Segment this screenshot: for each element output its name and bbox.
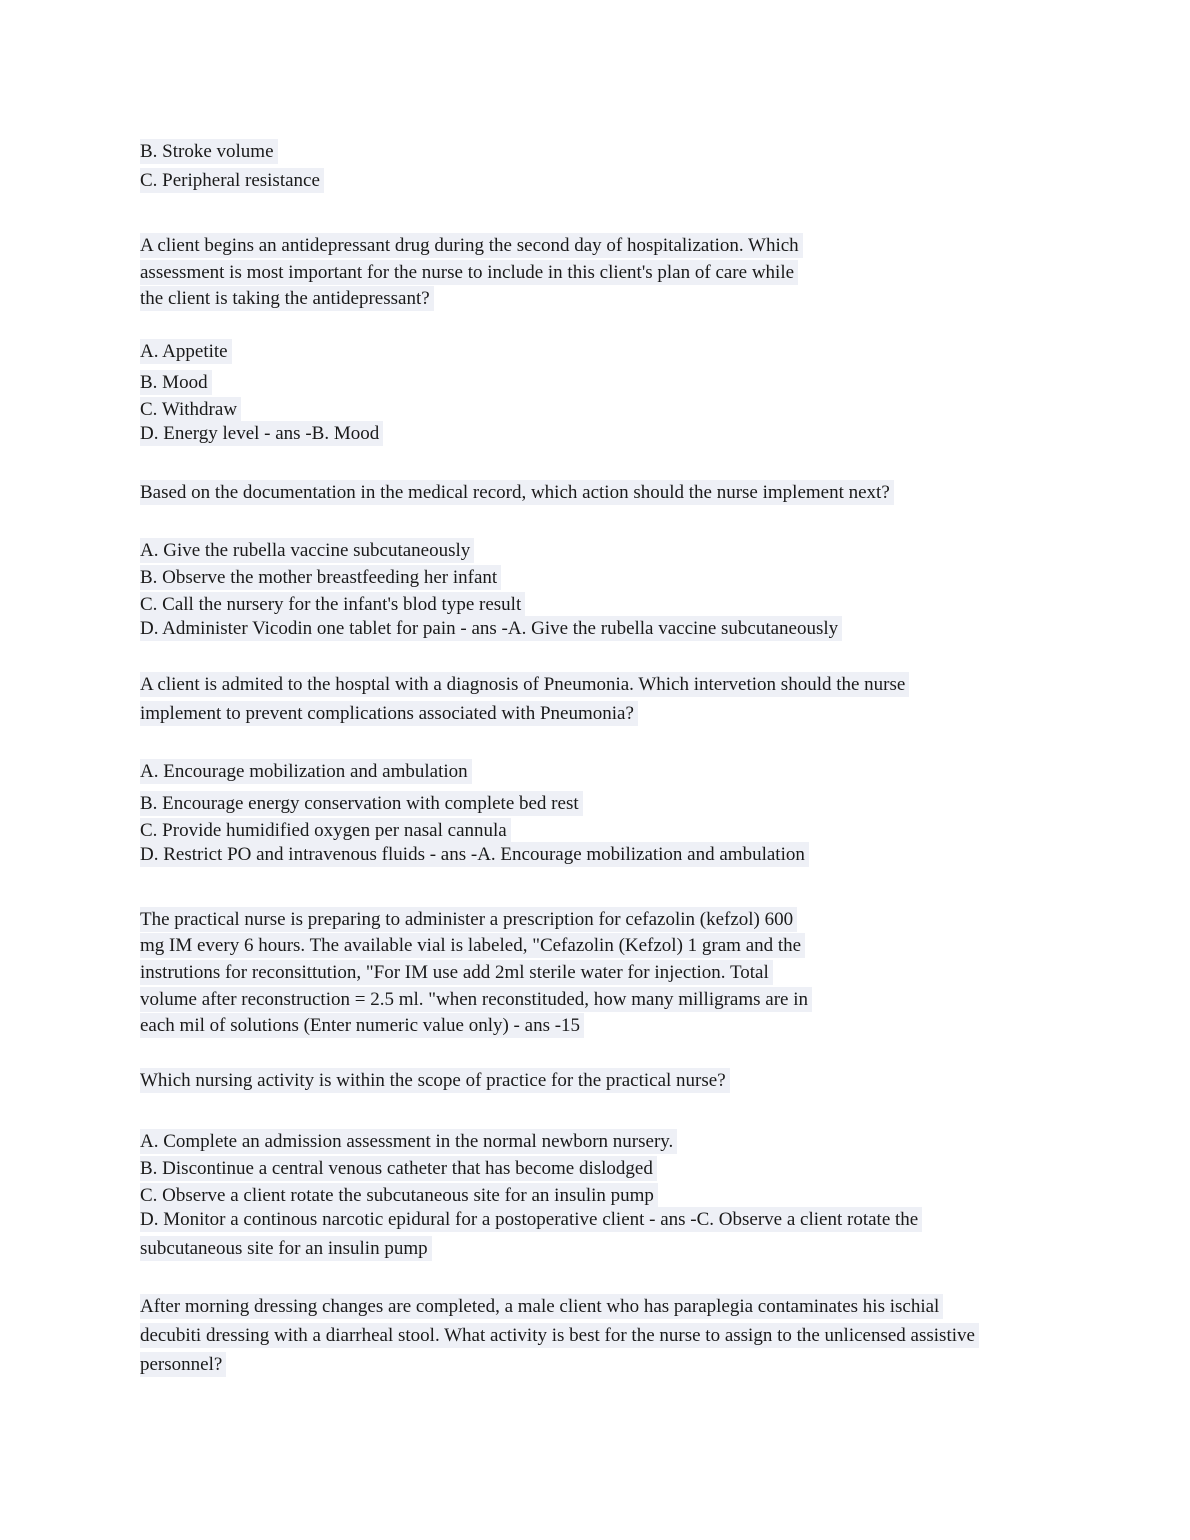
answer-option: D. Restrict PO and intravenous fluids - ans -A. Encourage mobilization and ambulation (140, 844, 809, 866)
answer-option: D. Monitor a continous narcotic epidural for a postoperative client - ans -C. Observe a client rotate the (140, 1209, 922, 1231)
answer-option: C. Withdraw (140, 399, 241, 421)
question-text: A client begins an antidepressant drug during the second day of hospitalization. Which (140, 235, 803, 257)
answer-option: C. Call the nursery for the infant's blod type result (140, 594, 525, 616)
answer-option: subcutaneous site for an insulin pump (140, 1238, 432, 1260)
text-line: B. Stroke volume (140, 141, 278, 163)
question-text: The practical nurse is preparing to administer a prescription for cefazolin (kefzol) 600 (140, 909, 797, 931)
question-text: the client is taking the antidepressant? (140, 288, 434, 310)
answer-option: B. Discontinue a central venous catheter that has become dislodged (140, 1158, 657, 1180)
question-text: A client is admited to the hosptal with a diagnosis of Pneumonia. Which intervetion should the nurse (140, 674, 909, 696)
question-text: personnel? (140, 1354, 226, 1376)
answer-option: B. Encourage energy conservation with complete bed rest (140, 793, 583, 815)
answer-option: C. Provide humidified oxygen per nasal cannula (140, 820, 511, 842)
question-text: mg IM every 6 hours. The available vial is labeled, "Cefazolin (Kefzol) 1 gram and the (140, 935, 805, 957)
text-line: C. Peripheral resistance (140, 170, 324, 192)
question-text: implement to prevent complications associated with Pneumonia? (140, 703, 638, 725)
answer-option: A. Appetite (140, 341, 232, 363)
question-text: Based on the documentation in the medical record, which action should the nurse implement next? (140, 482, 894, 504)
answer-option: D. Energy level - ans -B. Mood (140, 423, 383, 445)
question-text: assessment is most important for the nurse to include in this client's plan of care while (140, 262, 798, 284)
question-text: instrutions for reconsittution, "For IM use add 2ml sterile water for injection. Total (140, 962, 773, 984)
answer-option: A. Encourage mobilization and ambulation (140, 761, 472, 783)
answer-option: C. Observe a client rotate the subcutaneous site for an insulin pump (140, 1185, 658, 1207)
answer-option: A. Complete an admission assessment in the normal newborn nursery. (140, 1131, 677, 1153)
answer-option: B. Observe the mother breastfeeding her infant (140, 567, 501, 589)
question-text: decubiti dressing with a diarrheal stool. What activity is best for the nurse to assign to the unlicensed assistive (140, 1325, 979, 1347)
answer-option: B. Mood (140, 372, 212, 394)
question-text: After morning dressing changes are completed, a male client who has paraplegia contaminates his ischial (140, 1296, 943, 1318)
answer-option: A. Give the rubella vaccine subcutaneously (140, 540, 474, 562)
answer-option: D. Administer Vicodin one tablet for pain - ans -A. Give the rubella vaccine subcutaneously (140, 618, 842, 640)
question-text: volume after reconstruction = 2.5 ml. "when reconstituded, how many milligrams are in (140, 989, 812, 1011)
question-text: Which nursing activity is within the scope of practice for the practical nurse? (140, 1070, 730, 1092)
question-text: each mil of solutions (Enter numeric value only) - ans -15 (140, 1015, 584, 1037)
